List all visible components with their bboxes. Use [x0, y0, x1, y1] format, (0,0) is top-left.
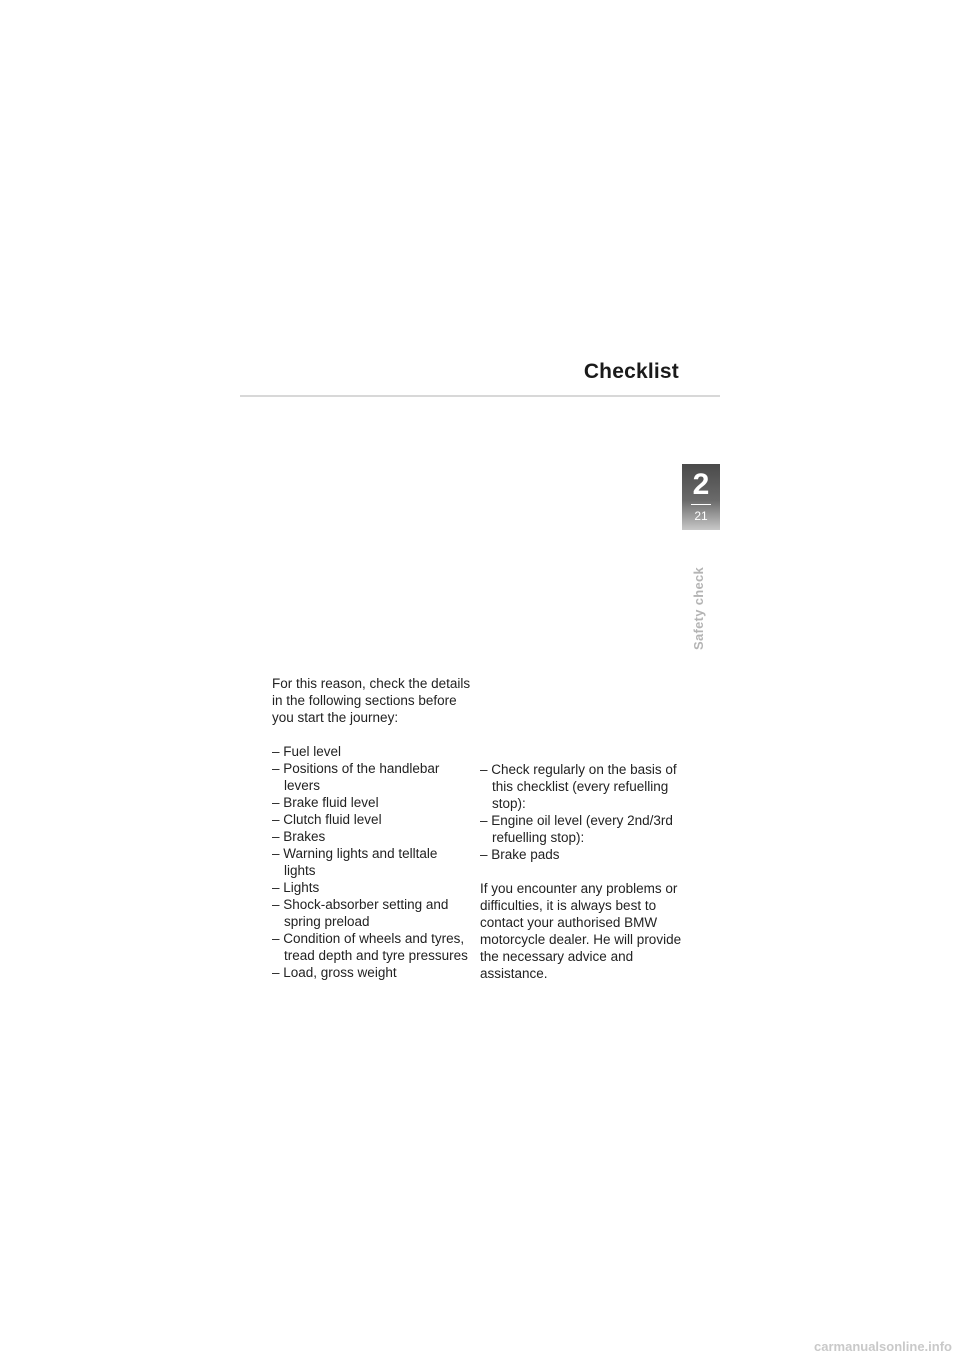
closing-paragraph: If you encounter any problems or difficulties, it is always best to contact your authorised BMW motorcycle dealer. He will provide the necessary advice and assistance. [480, 881, 682, 981]
page-number: 21 [694, 509, 708, 523]
chapter-tab-divider [691, 504, 711, 505]
left-column [272, 675, 472, 981]
list-item: – Brake fluid level [272, 794, 472, 811]
watermark: carmanualsonline.info [814, 1339, 952, 1354]
list-item: – Shock-absorber setting and spring preload [272, 896, 472, 930]
header-divider [240, 395, 720, 397]
list-item: – Check regularly on the basis of this checklist (every refuelling stop): [480, 761, 685, 812]
page-title: Checklist [583, 360, 679, 383]
chapter-number: 2 [692, 468, 710, 501]
list-item: – Clutch fluid level [272, 811, 472, 828]
list-item: – Lights [272, 879, 472, 896]
list-item: – Condition of wheels and tyres, tread depth and tyre pressures [272, 930, 472, 964]
section-side-label: Safety check [691, 566, 706, 650]
list-item: – Warning lights and telltale lights [272, 845, 472, 879]
list-item: – Brake pads [480, 846, 685, 863]
list-item: – Engine oil level (every 2nd/3rd refuelling stop): [480, 812, 685, 846]
list-item: – Load, gross weight [272, 964, 472, 981]
checklist-items [272, 743, 472, 981]
list-item: – Positions of the handlebar levers [272, 760, 472, 794]
list-item: – Fuel level [272, 743, 472, 760]
right-column [480, 761, 685, 982]
list-item: – Brakes [272, 828, 472, 845]
chapter-tab [682, 464, 720, 530]
inspection-items [480, 761, 685, 863]
intro-paragraph: For this reason, check the details in the following sections before you start the journey: [272, 676, 471, 725]
